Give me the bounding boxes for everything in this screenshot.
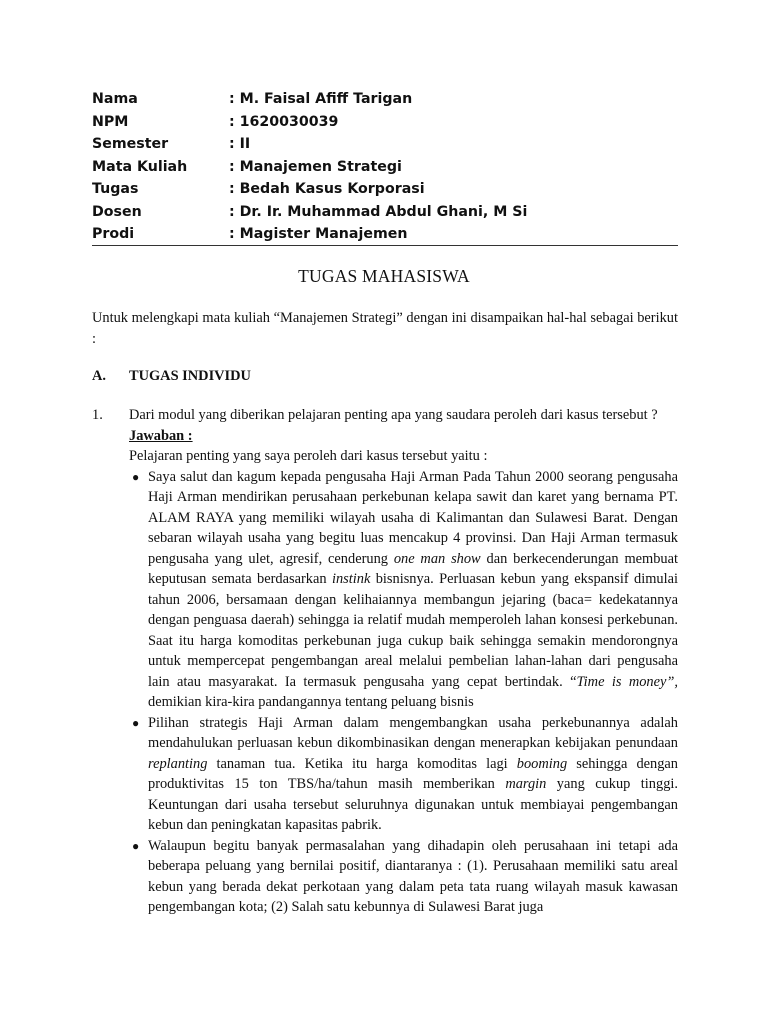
info-row-tugas [92,178,678,201]
italic-run: booming [516,755,568,772]
text-run: demikian kira-kira pandangannya tentang peluang bisnis [148,694,474,710]
info-label: Semester [92,136,169,152]
italic-run: margin [505,776,547,792]
text-run: Pilihan strategis Haji Arman dalam mengembangkan usaha perkebunannya adalah mendahulukan perluasan kebun dikombinasikan dengan menerapkan kebijakan penundaan [148,714,678,751]
bullet-icon: ● [132,469,140,484]
info-value: : Magister Manajemen [229,226,408,242]
info-value: : Dr. Ir. Muhammad Abdul Ghani, M Si [229,203,528,220]
info-value: : II [229,136,251,152]
list-item [129,836,678,918]
info-label: Dosen [92,203,142,220]
document-title: TUGAS MAHASISWA [298,266,470,286]
text-run: bisnisnya. Perluasan kebun yang ekspansif dimulai tahun 2006, bersamaan dengan kelihaiannya membangun jejaring (baca= kedekatannya dengan penguasa daerah) sehingga ia relatif mudah memperoleh lahan konsesi perkebunan. Saat itu harga komoditas perkebunan juga cukup baik sehingga semakin mendorongnya untuk mempercepat pengembangan areal melalui pembelian lahan-lahan dari pengusaha lain atau masyarakat. Ia termasuk pengusaha yang cepat bertindak. “ [148,571,678,690]
info-row-dosen [92,201,678,224]
info-row-prodi [92,223,678,246]
intro-paragraph: Untuk melengkapi mata kuliah “Manajemen Strategi” dengan ini disampaikan hal-hal sebagai berikut : [92,310,678,347]
bullet-icon: ● [132,838,140,853]
text-run: Saya salut dan kagum kepada pengusaha Haji Arman Pada Tahun 2000 seorang pengusaha Haji Arman mendirikan perusahaan perkebunan kelapa sawit dan karet yang bernama PT. ALAM RAYA yang memiliki wilayah usaha di Kalimantan dan Sulawesi Barat. Dengan sebaran wilayah usaha yang begitu luas mencakup 4 provinsi. Dan Haji Arman termasuk pengusaha yang ulet, agresif, cenderung [148,468,678,567]
student-info-header [92,88,678,246]
question-text: Dari modul yang diberikan pelajaran penting apa yang saudara peroleh dari kasus tersebut ? [129,407,658,423]
info-value: : M. Faisal Afiff Tarigan [229,91,413,107]
italic-run: replanting [148,755,208,772]
answer-bullet-list [129,467,678,918]
info-value: : 1620030039 [229,113,339,130]
info-value: : Bedah Kasus Korporasi [229,181,425,197]
info-label: NPM [92,113,129,130]
question-number: 1. [92,407,103,423]
italic-run: Time is money”, [576,673,678,690]
text-run: dan berkecenderungan membuat keputusan semata berdasarkan [148,550,678,587]
section-heading [92,366,678,386]
list-item [129,713,678,836]
info-label: Tugas [92,181,139,197]
text-run: sehingga dengan produktivitas 15 ton TBS/ha/tahun masih memberikan [148,755,679,792]
text-run: yang cukup tinggi. Keuntungan dari usaha tersebut seluruhnya digunakan untuk membiayai pengembangan kebun dan peningkatan kapasitas pabrik. [148,776,678,833]
info-value: : Manajemen Strategi [229,158,402,175]
bullet-icon: ● [132,715,140,730]
section-letter: A. [92,368,106,384]
text-run: Walaupun begitu banyak permasalahan yang dihadapin oleh perusahaan ini tetapi ada beberapa peluang yang bernilai positif, diantaranya : (1). Perusahaan memiliki satu areal kebun yang berada dekat perkotaan yang dalam peta tata ruang wilayah masuk kawasan pengembangan kota; (2) Salah satu kebunnya di Sulawesi Barat juga [148,837,678,915]
info-row-nama [92,88,678,111]
info-row-mata-kuliah [92,156,678,179]
section-title: TUGAS INDIVIDU [129,368,251,384]
question-block [129,405,678,918]
answer-intro: Pelajaran penting yang saya peroleh dari kasus tersebut yaitu : [129,448,488,464]
list-item [129,467,678,713]
text-run: tanaman tua. Ketika itu harga komoditas lagi [207,755,517,772]
header-divider [92,245,678,246]
info-label: Nama [92,91,138,107]
italic-run: one man show [393,550,481,567]
italic-run: instink [331,571,371,587]
info-label: Mata Kuliah [92,158,188,175]
answer-label: Jawaban : [129,427,193,444]
info-label: Prodi [92,226,135,242]
info-row-npm [92,111,678,134]
info-row-semester [92,133,678,156]
